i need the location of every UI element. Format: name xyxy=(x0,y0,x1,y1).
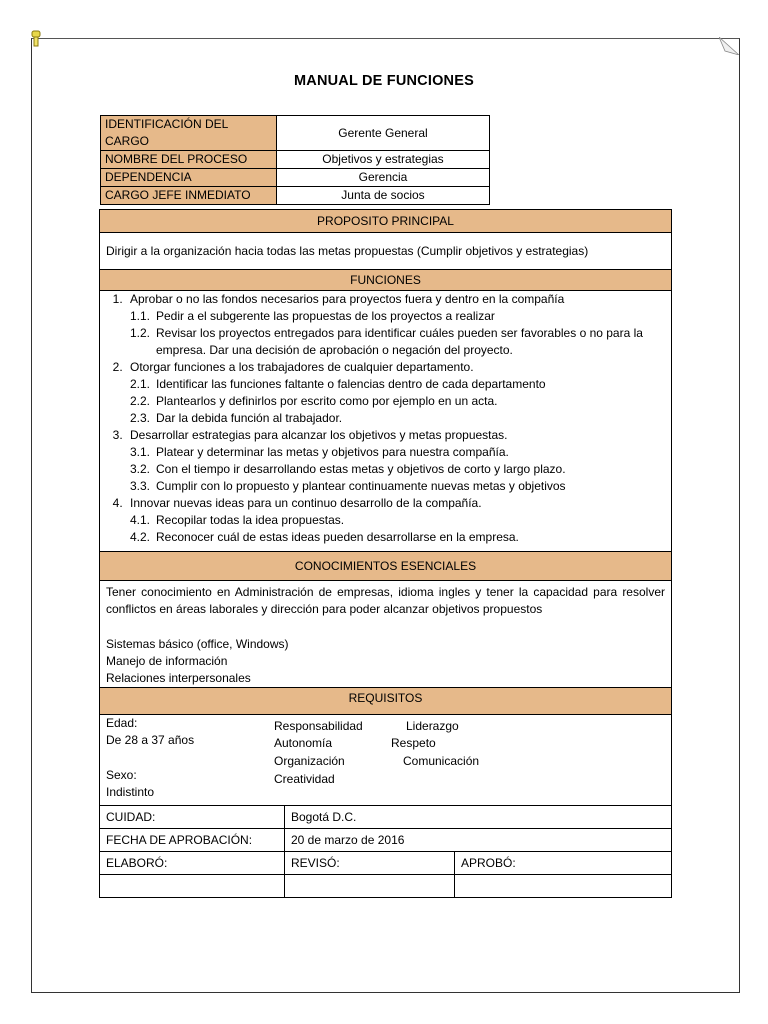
page-corner-fold-icon xyxy=(719,37,739,55)
id-label: NOMBRE DEL PROCESO xyxy=(101,151,277,169)
table-row xyxy=(101,187,490,205)
id-value: Gerencia xyxy=(277,169,490,187)
requisito-item: Liderazgo xyxy=(406,719,459,733)
id-label: CARGO JEFE INMEDIATO xyxy=(101,187,277,205)
ciudad-value: Bogotá D.C. xyxy=(285,806,672,829)
elaboro-label: ELABORÓ: xyxy=(100,852,285,875)
sexo-value: Indistinto xyxy=(106,785,155,799)
requisito-item: Comunicación xyxy=(403,754,480,768)
elaboro-signature xyxy=(100,875,285,898)
reviso-label: REVISÓ: xyxy=(285,852,455,875)
table-row xyxy=(100,829,672,852)
list-item: 3. Desarrollar estrategias para alcanzar los objetivos y metas propuestas. 3.1. Platear y determinar las metas y objetivos para nuestra compañía. 3.2. Con el tiempo ir desarrollando estas metas y objetivos de corto y largo plazo. 3.3. Cumplir con lo propuesto y plantear continuamente nuevas metas y objetivos xyxy=(126,427,665,495)
edad-value: De 28 a 37 años xyxy=(106,733,195,747)
list-item: 2.2. Plantearlos y definirlos por escrito como por ejemplo en un acta. xyxy=(130,394,498,408)
conocimientos-paragraph: Tener conocimiento en Administración de empresas, idioma ingles y tener la capacidad para resolver conflictos en áreas laborales y dirección para poder alcanzar objetivos propuestos xyxy=(106,585,665,616)
list-item: 4.1. Recopilar todas la idea propuestas. xyxy=(130,513,345,527)
conocimientos-header: CONOCIMIENTOS ESENCIALES xyxy=(100,552,672,581)
table-row xyxy=(101,169,490,187)
list-item: 1. Aprobar o no las fondos necesarios para proyectos fuera y dentro en la compañía 1.1. Pedir a el subgerente las propuestas de los proyectos a realizar 1.2. Revisar los proyectos entregados para identificar cuáles pueden ser favorables o no para la empresa. Dar una decisión de aprobación o negación del proyecto. xyxy=(126,291,665,359)
sexo-label: Sexo: xyxy=(106,768,137,782)
id-value: Gerente General xyxy=(277,116,490,151)
requisitos-header: REQUISITOS xyxy=(100,688,672,715)
table-row xyxy=(101,151,490,169)
funciones-header: FUNCIONES xyxy=(100,270,672,291)
table-row xyxy=(100,875,672,898)
table-row xyxy=(101,116,490,151)
edad-label: Edad: xyxy=(106,716,138,730)
document-title: MANUAL DE FUNCIONES xyxy=(294,73,474,89)
list-item: 3.1. Platear y determinar las metas y objetivos para nuestra compañía. xyxy=(130,445,509,459)
list-item: 2. Otorgar funciones a los trabajadores de cualquier departamento. 2.1. Identificar las funciones faltante o falencias dentro de cada departamento 2.2. Plantearlos y definirlos por escrito como por ejemplo en un acta. 2.3. Dar la debida función al trabajador. xyxy=(126,359,665,427)
list-item: 1.2. Revisar los proyectos entregados para identificar cuáles pueden ser favorables o no para la empresa. Dar una decisión de aprobación o negación del proyecto. xyxy=(130,326,643,357)
table-row xyxy=(100,852,672,875)
id-value: Junta de socios xyxy=(277,187,490,205)
reviso-signature xyxy=(285,875,455,898)
list-item: 4.2. Reconocer cuál de estas ideas pueden desarrollarse en la empresa. xyxy=(130,530,519,544)
id-label: DEPENDENCIA xyxy=(101,169,277,187)
aprobo-label: APROBÓ: xyxy=(455,852,672,875)
identification-table xyxy=(100,115,490,205)
list-item: 1.1. Pedir a el subgerente las propuestas de los proyectos a realizar xyxy=(130,309,495,323)
funciones-list xyxy=(106,291,665,546)
list-item: 2.3. Dar la debida función al trabajador. xyxy=(130,411,343,425)
conocimientos-line: Sistemas básico (office, Windows) xyxy=(106,637,289,651)
list-item: 2.1. Identificar las funciones faltante o falencias dentro de cada departamento xyxy=(130,377,546,391)
fecha-label: FECHA DE APROBACIÓN: xyxy=(100,829,285,852)
list-item: 4. Innovar nuevas ideas para un continuo desarrollo de la compañía. 4.1. Recopilar todas la idea propuestas. 4.2. Reconocer cuál de estas ideas pueden desarrollarse en la empresa. xyxy=(126,495,665,546)
id-value: Objetivos y estrategias xyxy=(277,151,490,169)
aprobo-signature xyxy=(455,875,672,898)
list-item: 3.2. Con el tiempo ir desarrollando estas metas y objetivos de corto y largo plazo. xyxy=(130,462,566,476)
fecha-value: 20 de marzo de 2016 xyxy=(285,829,672,852)
requisito-item: Creatividad xyxy=(274,772,335,786)
conocimientos-line: Manejo de información xyxy=(106,654,228,668)
requisito-item: Autonomía xyxy=(274,736,333,750)
funciones-list-cell xyxy=(100,291,672,552)
ciudad-label: CUIDAD: xyxy=(100,806,285,829)
requisito-item: Responsabilidad xyxy=(274,719,363,733)
list-item: 3.3. Cumplir con lo propuesto y plantear continuamente nuevas metas y objetivos xyxy=(130,479,566,493)
conocimientos-cell xyxy=(100,581,672,688)
functions-table xyxy=(99,209,672,898)
id-label: IDENTIFICACIÓN DEL CARGO xyxy=(101,116,277,151)
table-row xyxy=(100,806,672,829)
requisitos-cell xyxy=(100,715,672,806)
requisito-item: Organización xyxy=(274,754,345,768)
requisito-item: Respeto xyxy=(391,736,436,750)
proposito-text: Dirigir a la organización hacia todas las metas propuestas (Cumplir objetivos y estrategias) xyxy=(100,233,672,270)
clip-icon xyxy=(30,30,42,48)
conocimientos-line: Relaciones interpersonales xyxy=(106,671,251,685)
proposito-header: PROPOSITO PRINCIPAL xyxy=(100,210,672,233)
